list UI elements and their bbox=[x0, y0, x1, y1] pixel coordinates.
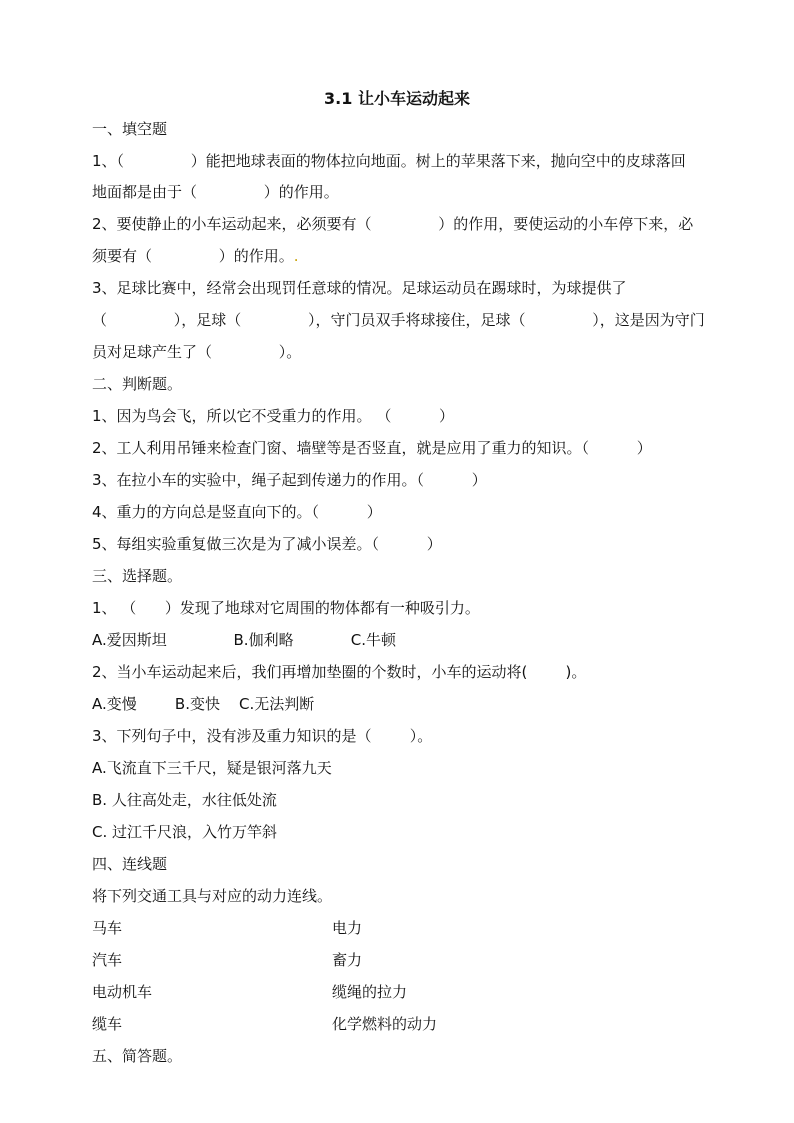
match-right-item: 化学燃料的动力 bbox=[332, 1015, 438, 1033]
judge-q2: 2、工人利用吊锤来检查门窗、墙壁等是否竖直，就是应用了重力的知识。（ ） bbox=[92, 439, 652, 457]
fill-q3-line3: 员对足球产生了（ ）。 bbox=[92, 343, 302, 361]
fill-q2-line2 bbox=[92, 246, 299, 266]
match-right-item: 畜力 bbox=[332, 951, 363, 969]
match-left-item: 电动机车 bbox=[92, 983, 153, 1001]
choice-q1: 1、 （ ）发现了地球对它周围的物体都有一种吸引力。 bbox=[92, 599, 480, 617]
choice-q1-options: A.爱因斯坦 B.伽利略 C.牛顿 bbox=[92, 631, 397, 649]
section-match-heading: 四、连线题 bbox=[92, 855, 168, 873]
page-title: 3.1 让小车运动起来 bbox=[324, 89, 470, 108]
judge-q3: 3、在拉小车的实验中，绳子起到传递力的作用。（ ） bbox=[92, 471, 487, 489]
fill-q2-line1: 2、要使静止的小车运动起来，必须要有（ ）的作用，要使运动的小车停下来，必 bbox=[92, 215, 694, 233]
judge-q4: 4、重力的方向总是竖直向下的。（ ） bbox=[92, 503, 382, 521]
match-left-item: 马车 bbox=[92, 919, 123, 937]
match-right-item: 缆绳的拉力 bbox=[332, 983, 408, 1001]
choice-q3-option-c: C. 过江千尺浪，入竹万竿斜 bbox=[92, 823, 278, 841]
fill-q2-line2-text: 须要有（ ）的作用。 bbox=[92, 247, 294, 265]
choice-q3: 3、下列句子中，没有涉及重力知识的是（ ）。 bbox=[92, 727, 433, 745]
section-fill-heading: 一、填空题 bbox=[92, 120, 168, 138]
section-judge-heading: 二、判断题。 bbox=[92, 375, 183, 393]
choice-q3-option-b: B. 人往高处走，水往低处流 bbox=[92, 791, 277, 809]
match-instruction: 将下列交通工具与对应的动力连线。 bbox=[92, 887, 333, 905]
judge-q1: 1、因为鸟会飞，所以它不受重力的作用。 （ ） bbox=[92, 407, 454, 425]
choice-q2-options: A.变慢 B.变快 C.无法判断 bbox=[92, 695, 315, 713]
fill-q1-line2: 地面都是由于（ ）的作用。 bbox=[92, 183, 339, 201]
choice-q2: 2、当小车运动起来后，我们再增加垫圈的个数时，小车的运动将( )。 bbox=[92, 663, 587, 681]
match-right-item: 电力 bbox=[332, 919, 363, 937]
choice-q3-option-a: A.飞流直下三千尺，疑是银河落九天 bbox=[92, 759, 332, 777]
match-left-item: 缆车 bbox=[92, 1015, 123, 1033]
fill-q3-line2: （ ），足球（ ），守门员双手将球接住，足球（ ），这是因为守门 bbox=[92, 311, 705, 329]
judge-q5: 5、每组实验重复做三次是为了减小误差。（ ） bbox=[92, 535, 442, 553]
fill-q3-line1: 3、足球比赛中，经常会出现罚任意球的情况。足球运动员在踢球时，为球提供了 bbox=[92, 279, 627, 297]
section-choice-heading: 三、选择题。 bbox=[92, 567, 183, 585]
fill-q1-line1: 1、（ ）能把地球表面的物体拉向地面。树上的苹果落下来，抛向空中的皮球落回 bbox=[92, 152, 686, 170]
stray-dot: . bbox=[293, 247, 299, 265]
match-left-item: 汽车 bbox=[92, 951, 123, 969]
section-short-answer-heading: 五、简答题。 bbox=[92, 1047, 183, 1065]
